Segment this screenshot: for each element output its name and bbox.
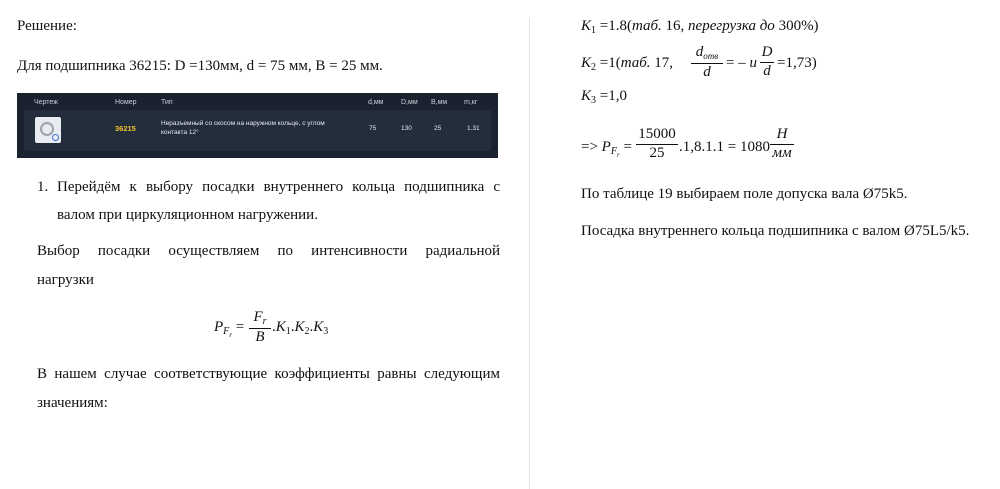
calc-unit: Н мм (770, 126, 794, 162)
para-line2: нагрузки (37, 272, 94, 288)
k1-line: $K_1 =1.8(таб$. 16, перегрузка до 300%) (581, 18, 819, 36)
k2-fraction-dotv: $d_{отв}$ d (691, 44, 723, 81)
table-header-d: d,мм (368, 99, 384, 106)
bearing-m: 1.31 (467, 125, 480, 132)
bearing-table (17, 93, 498, 158)
table-header-type: Тип (161, 99, 173, 106)
para2-line2: значениям: (37, 395, 108, 411)
bearing-drawing-thumbnail[interactable] (35, 117, 61, 143)
para-line1: Выбор посадки осуществляем по интенсивности радиальной (37, 243, 500, 259)
bearing-number: 36215 (115, 124, 136, 133)
calc-fraction: 15000 25 (636, 126, 678, 162)
table-header-number: Номер (115, 99, 137, 106)
table-row[interactable] (24, 110, 491, 151)
k2-value: =1,73) (777, 55, 817, 71)
table-header-drawing: Чертеж (34, 99, 58, 106)
bearing-type: Неразъемный со скосом на наружном кольце, с углом контакта 12° (161, 120, 325, 136)
bearing-B: 25 (434, 125, 442, 132)
k3-line: $K_3 =1,0$ (581, 88, 627, 106)
list-item-number: 1. (37, 179, 49, 195)
solution-heading: Решение: (17, 18, 77, 34)
column-divider (529, 18, 530, 489)
bearing-D: 130 (401, 125, 412, 132)
para2-line1: В нашем случае соответствующие коэффициенты равны следующим (37, 366, 500, 382)
k2-minus-u: = – u (726, 55, 757, 71)
bearing-d: 75 (369, 125, 377, 132)
list-item-line1: Перейдём к выбору посадки внутреннего кольца подшипника с (57, 179, 500, 195)
formula-p: $P_{F_r}$ = (214, 319, 245, 339)
fit-text: Посадка внутреннего кольца подшипника с валом Ø75L5/k5. (581, 223, 970, 239)
list-item-line2: валом при циркуляционном нагружении. (57, 207, 318, 223)
table-header-D: D,мм (401, 99, 418, 106)
k2-fraction-Dd: D d (761, 44, 773, 79)
k2-line-start: $K_2 =1(таб$. 17, (581, 55, 674, 73)
calc-result: .1,8.1.1 = 1080 (679, 139, 770, 155)
formula-fraction: $F_r$ B (249, 309, 271, 346)
magnifier-icon (52, 134, 59, 141)
table-header-B: B,мм (431, 99, 448, 106)
table-header-m: m,кг (464, 99, 478, 106)
formula-k-product: $.K_1.K_2.K_3$ (272, 319, 329, 337)
bearing-ring-icon (40, 122, 54, 136)
calc-prefix: => $P_{F_r}$ = (581, 139, 632, 159)
given-dimensions: Для подшипника 36215: D =130мм, d = 75 мм, B = 25 мм. (17, 58, 383, 74)
tolerance-text: По таблице 19 выбираем поле допуска вала Ø75k5. (581, 186, 908, 202)
